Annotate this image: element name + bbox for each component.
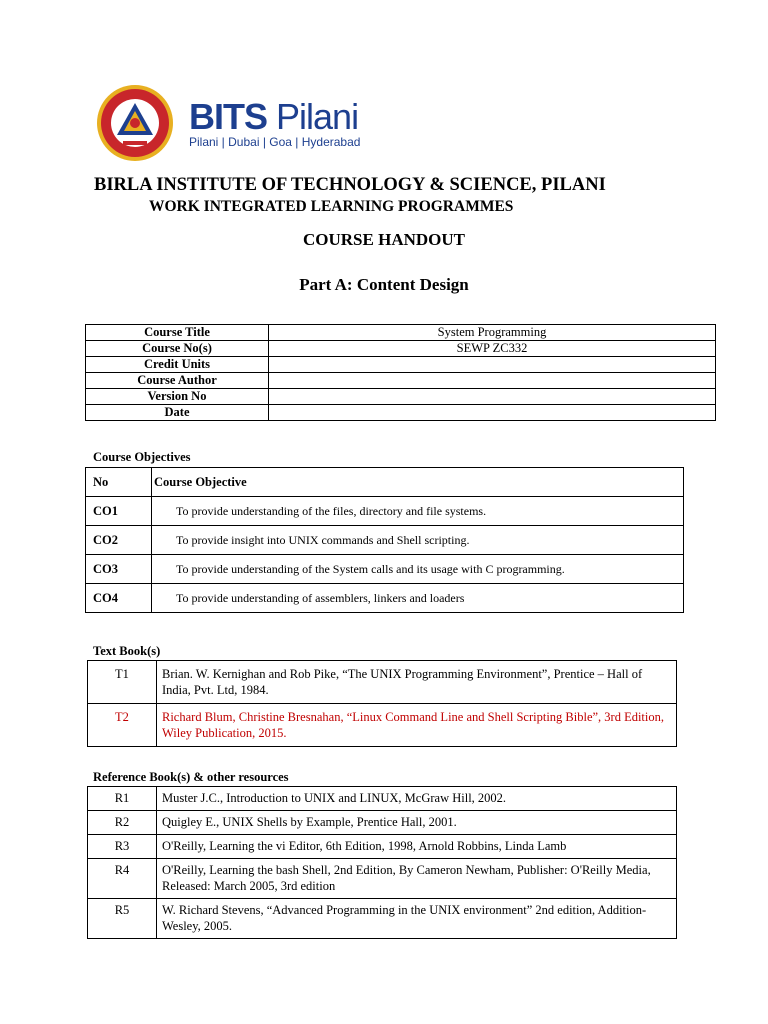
institute-name: BIRLA INSTITUTE OF TECHNOLOGY & SCIENCE, PILANI [94, 175, 606, 195]
textbooks-table [87, 660, 677, 747]
bits-seal-icon [93, 83, 183, 163]
table-row: R4 O'Reilly, Learning the bash Shell, 2nd Edition, By Cameron Newham, Publisher: O'Reilly Media, Released: March 2005, 3rd edition [88, 859, 677, 899]
objectives-label: Course Objectives [93, 450, 191, 464]
table-row: Course Author [86, 373, 716, 389]
table-row: Course Title System Programming [86, 325, 716, 341]
table-row: Credit Units [86, 357, 716, 373]
table-row: Version No [86, 389, 716, 405]
table-row: Course No(s) SEWP ZC332 [86, 341, 716, 357]
table-row: CO4 To provide understanding of assemblers, linkers and loaders [86, 584, 684, 613]
references-table [87, 786, 677, 939]
objectives-table [85, 467, 684, 613]
table-header-row: No Course Objective [86, 468, 684, 497]
doc-title: COURSE HANDOUT [303, 230, 465, 249]
table-row: R2 Quigley E., UNIX Shells by Example, Prentice Hall, 2001. [88, 811, 677, 835]
references-label: Reference Book(s) & other resources [93, 770, 289, 784]
textbooks-label: Text Book(s) [93, 644, 161, 658]
table-row: CO3 To provide understanding of the System calls and its usage with C programming. [86, 555, 684, 584]
brand-name: BITS Pilani [189, 96, 359, 137]
table-row: Date [86, 405, 716, 421]
table-row: CO2 To provide insight into UNIX commands and Shell scripting. [86, 526, 684, 555]
program-name: WORK INTEGRATED LEARNING PROGRAMMES [149, 198, 514, 215]
campuses-tagline: Pilani | Dubai | Goa | Hyderabad [189, 135, 361, 149]
course-info-table [85, 324, 716, 421]
bits-logo [93, 83, 363, 163]
table-row: T2 Richard Blum, Christine Bresnahan, “Linux Command Line and Shell Scripting Bible”, 3rd Edition, Wiley Publication, 2015. [88, 704, 677, 747]
table-row: T1 Brian. W. Kernighan and Rob Pike, “The UNIX Programming Environment”, Prentice – Hall of India, Pvt. Ltd, 1984. [88, 661, 677, 704]
table-row: R5 W. Richard Stevens, “Advanced Programming in the UNIX environment” 2nd edition, Addition-Wesley, 2005. [88, 899, 677, 939]
table-row: CO1 To provide understanding of the files, directory and file systems. [86, 497, 684, 526]
table-row: R3 O'Reilly, Learning the vi Editor, 6th Edition, 1998, Arnold Robbins, Linda Lamb [88, 835, 677, 859]
part-title: Part A: Content Design [299, 275, 469, 294]
table-row: R1 Muster J.C., Introduction to UNIX and LINUX, McGraw Hill, 2002. [88, 787, 677, 811]
